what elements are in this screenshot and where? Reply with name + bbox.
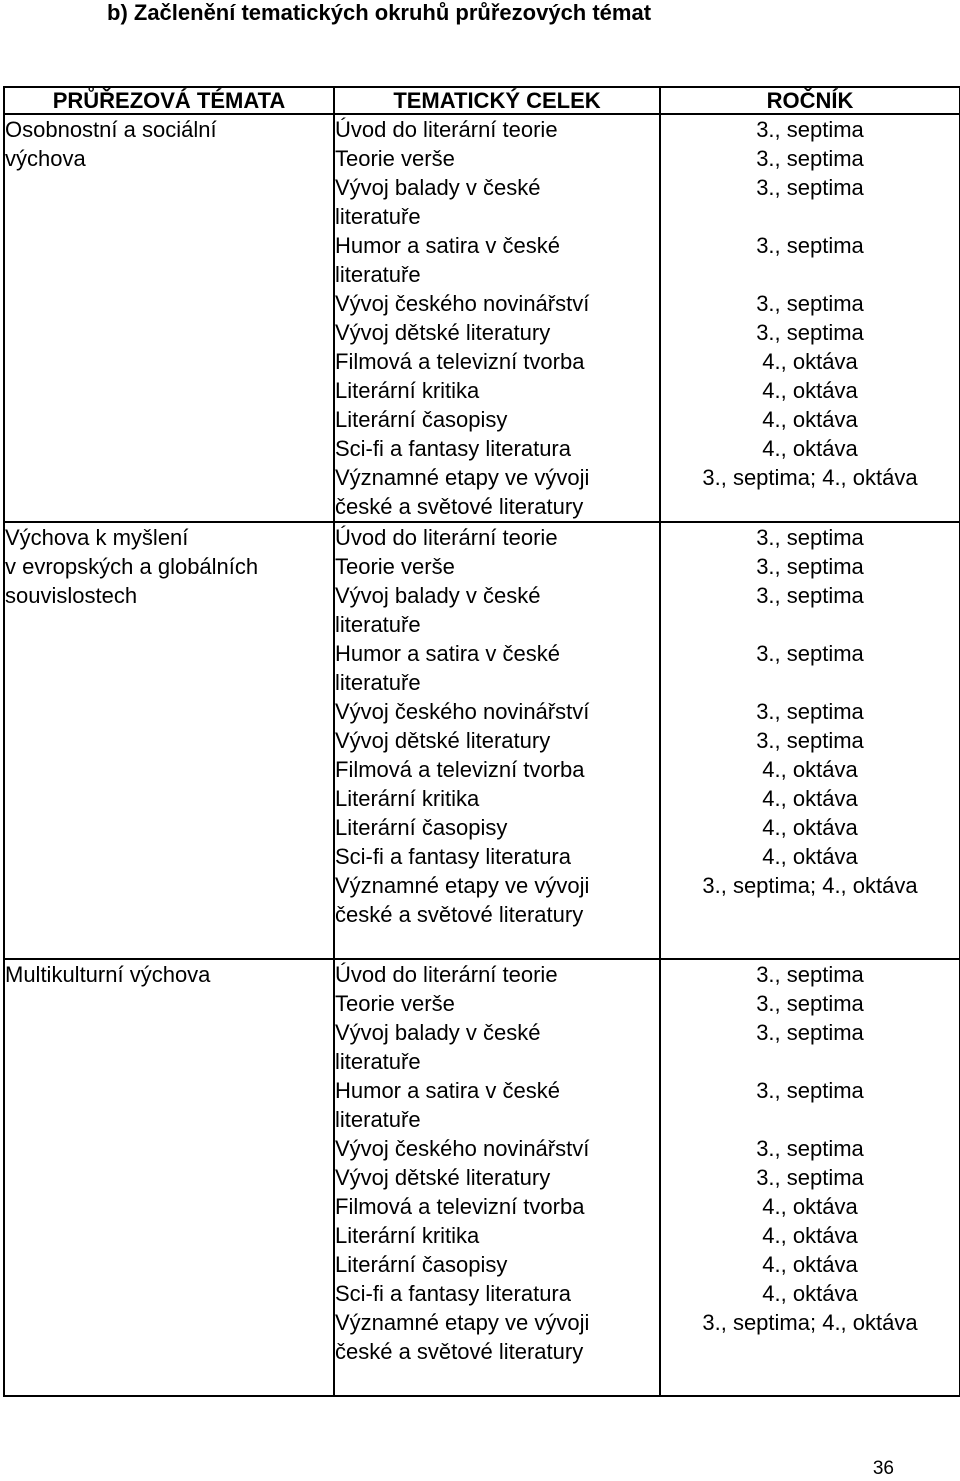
topic-line: Vývoj balady v české [335, 1020, 541, 1045]
year-item [661, 376, 959, 405]
topic-line: literatuře [335, 670, 421, 695]
year-value: 3., septima [756, 233, 864, 258]
year-value: 3., septima; 4., oktáva [702, 1310, 918, 1335]
year-item [661, 289, 959, 318]
topic-line: Humor a satira v české [335, 641, 560, 666]
year-value: 3., septima [756, 117, 864, 142]
table-row [4, 114, 960, 522]
year-item [661, 813, 959, 842]
topic-line: literatuře [335, 262, 421, 287]
year-value: 3., septima [756, 1020, 864, 1045]
topic-line: české a světové literatury [335, 1339, 584, 1364]
topic-item [335, 1221, 659, 1250]
year-value: 3., septima [756, 320, 864, 345]
theme-line: v evropských a globálních [5, 554, 259, 579]
topic-item [335, 405, 659, 434]
topic-item [335, 842, 659, 871]
year-item [661, 784, 959, 813]
table-header-row [4, 87, 960, 114]
year-item [661, 1018, 959, 1076]
topic-line: Vývoj balady v české [335, 175, 541, 200]
year-item [661, 639, 959, 697]
header-themes: PRŮŘEZOVÁ TÉMATA [4, 87, 334, 114]
year-value: 3., septima; 4., oktáva [702, 465, 918, 490]
year-value: 3., septima [756, 699, 864, 724]
topic-item [335, 1192, 659, 1221]
topic-line: Literární časopisy [335, 407, 508, 432]
topic-line: Úvod do literární teorie [335, 525, 558, 550]
topic-item [335, 1308, 659, 1366]
topic-line: Vývoj dětské literatury [335, 728, 551, 753]
topic-item [335, 289, 659, 318]
topic-line: Vývoj českého novinářství [335, 699, 590, 724]
topic-item [335, 697, 659, 726]
topic-item [335, 463, 659, 521]
year-item [661, 989, 959, 1018]
topic-line: Významné etapy ve vývoji [335, 873, 590, 898]
topic-item [335, 144, 659, 173]
theme-cell [4, 522, 334, 959]
year-value: 3., septima [756, 962, 864, 987]
year-value: 3., septima [756, 1136, 864, 1161]
year-value: 4., oktáva [762, 1281, 858, 1306]
year-value: 3., septima [756, 146, 864, 171]
topic-line: Sci-fi a fantasy literatura [335, 1281, 571, 1306]
topic-item [335, 871, 659, 929]
year-value: 4., oktáva [762, 378, 858, 403]
topic-line: Vývoj českého novinářství [335, 1136, 590, 1161]
topic-line: literatuře [335, 1049, 421, 1074]
topic-item [335, 434, 659, 463]
year-item [661, 1134, 959, 1163]
theme-cell [4, 114, 334, 522]
table-row [4, 959, 960, 1396]
topic-item [335, 1279, 659, 1308]
year-item [661, 871, 959, 929]
year-item [661, 842, 959, 871]
year-item [661, 552, 959, 581]
topic-item [335, 960, 659, 989]
topic-item [335, 173, 659, 231]
topic-line: české a světové literatury [335, 494, 584, 519]
year-item [661, 318, 959, 347]
themes-table [3, 86, 960, 1397]
year-value: 3., septima [756, 554, 864, 579]
year-value: 4., oktáva [762, 1252, 858, 1277]
topic-item [335, 231, 659, 289]
year-item [661, 697, 959, 726]
year-value: 4., oktáva [762, 436, 858, 461]
topic-item [335, 115, 659, 144]
topic-line: Filmová a televizní tvorba [335, 1194, 585, 1219]
year-value: 3., septima [756, 583, 864, 608]
year-value: 4., oktáva [762, 844, 858, 869]
year-item [661, 347, 959, 376]
topic-line: Vývoj českého novinářství [335, 291, 590, 316]
year-value: 3., septima [756, 291, 864, 316]
year-item [661, 1250, 959, 1279]
year-cell [660, 114, 960, 522]
topic-item [335, 1076, 659, 1134]
theme-line: Osobnostní a sociální [5, 117, 217, 142]
year-item [661, 755, 959, 784]
year-item [661, 1076, 959, 1134]
topic-cell [334, 522, 660, 959]
year-item [661, 173, 959, 231]
year-value: 3., septima [756, 1078, 864, 1103]
topic-line: Teorie verše [335, 991, 455, 1016]
topic-item [335, 1018, 659, 1076]
topic-item [335, 523, 659, 552]
topic-line: literatuře [335, 1107, 421, 1132]
topic-line: Humor a satira v české [335, 1078, 560, 1103]
year-item [661, 231, 959, 289]
year-item [661, 960, 959, 989]
topic-line: Významné etapy ve vývoji [335, 1310, 590, 1335]
year-item [661, 1192, 959, 1221]
year-item [661, 144, 959, 173]
topic-item [335, 639, 659, 697]
topic-line: Literární kritika [335, 786, 480, 811]
topic-line: Literární časopisy [335, 1252, 508, 1277]
topic-line: Teorie verše [335, 146, 455, 171]
theme-line: výchova [5, 146, 86, 171]
year-item [661, 115, 959, 144]
year-value: 4., oktáva [762, 407, 858, 432]
year-item [661, 1163, 959, 1192]
topic-item [335, 813, 659, 842]
topic-line: Literární kritika [335, 378, 480, 403]
topic-line: Teorie verše [335, 554, 455, 579]
year-value: 3., septima [756, 1165, 864, 1190]
topic-cell [334, 114, 660, 522]
year-value: 4., oktáva [762, 757, 858, 782]
year-item [661, 1221, 959, 1250]
year-item [661, 1279, 959, 1308]
theme-cell [4, 959, 334, 1396]
topic-item [335, 347, 659, 376]
year-item [661, 405, 959, 434]
topic-line: Významné etapy ve vývoji [335, 465, 590, 490]
topic-item [335, 784, 659, 813]
year-item [661, 463, 959, 521]
topic-line: české a světové literatury [335, 902, 584, 927]
year-value: 3., septima [756, 175, 864, 200]
year-value: 4., oktáva [762, 1194, 858, 1219]
topic-item [335, 726, 659, 755]
topic-line: literatuře [335, 612, 421, 637]
topic-line: Úvod do literární teorie [335, 962, 558, 987]
header-topic: TEMATICKÝ CELEK [334, 87, 660, 114]
year-value: 3., septima [756, 641, 864, 666]
topic-line: Vývoj dětské literatury [335, 1165, 551, 1190]
table-row [4, 522, 960, 959]
topic-item [335, 1250, 659, 1279]
year-item [661, 434, 959, 463]
year-cell [660, 522, 960, 959]
topic-line: Literární kritika [335, 1223, 480, 1248]
page-number: 36 [872, 1458, 894, 1479]
topic-item [335, 1163, 659, 1192]
topic-line: Vývoj dětské literatury [335, 320, 551, 345]
year-item [661, 581, 959, 639]
header-year: ROČNÍK [660, 87, 960, 114]
topic-item [335, 318, 659, 347]
theme-line: Výchova k myšlení [5, 525, 189, 550]
topic-line: literatuře [335, 204, 421, 229]
year-item [661, 523, 959, 552]
year-item [661, 1308, 959, 1366]
topic-item [335, 1134, 659, 1163]
year-value: 3., septima [756, 525, 864, 550]
topic-item [335, 552, 659, 581]
topic-line: Úvod do literární teorie [335, 117, 558, 142]
topic-item [335, 376, 659, 405]
year-value: 3., septima [756, 991, 864, 1016]
year-value: 3., septima [756, 728, 864, 753]
section-heading: b) Začlenění tematických okruhů průřezových témat [107, 0, 652, 25]
year-item [661, 726, 959, 755]
topic-line: Sci-fi a fantasy literatura [335, 436, 571, 461]
topic-line: Sci-fi a fantasy literatura [335, 844, 571, 869]
theme-line: souvislostech [5, 583, 138, 608]
year-cell [660, 959, 960, 1396]
year-value: 4., oktáva [762, 815, 858, 840]
topic-item [335, 989, 659, 1018]
topic-line: Literární časopisy [335, 815, 508, 840]
topic-item [335, 581, 659, 639]
topic-line: Filmová a televizní tvorba [335, 349, 585, 374]
year-value: 3., septima; 4., oktáva [702, 873, 918, 898]
topic-cell [334, 959, 660, 1396]
year-value: 4., oktáva [762, 1223, 858, 1248]
year-value: 4., oktáva [762, 786, 858, 811]
theme-line: Multikulturní výchova [5, 962, 211, 987]
year-value: 4., oktáva [762, 349, 858, 374]
topic-line: Vývoj balady v české [335, 583, 541, 608]
topic-line: Filmová a televizní tvorba [335, 757, 585, 782]
topic-item [335, 755, 659, 784]
topic-line: Humor a satira v české [335, 233, 560, 258]
